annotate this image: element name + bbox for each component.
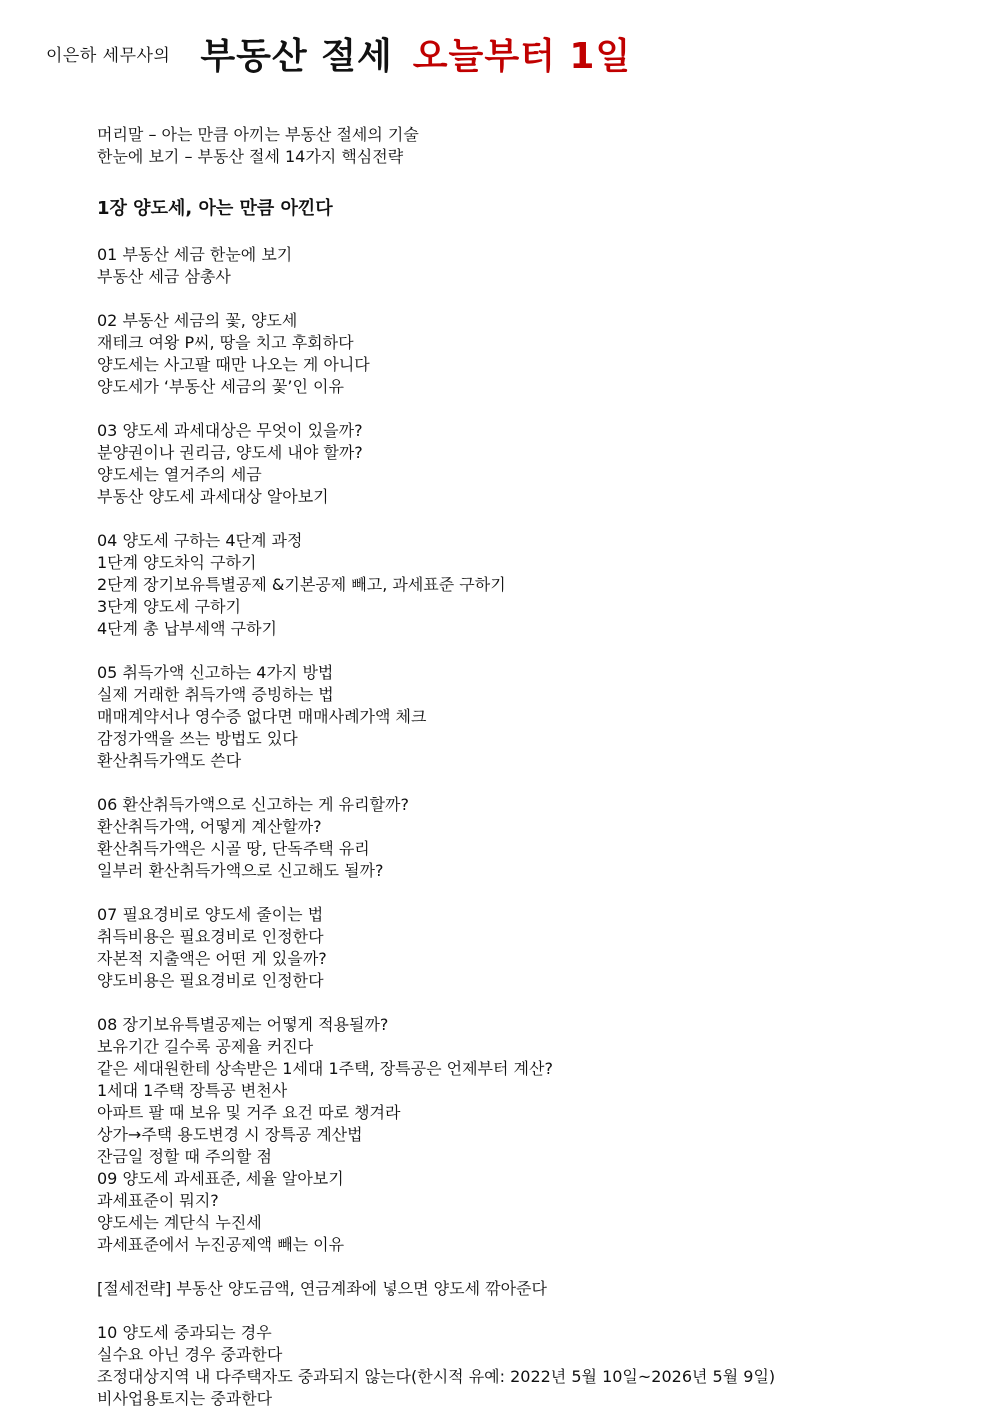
section-item: 취득비용은 필요경비로 인정한다	[97, 927, 324, 946]
section-title: 07 필요경비로 양도세 줄이는 법	[97, 905, 324, 924]
section-title: 10 양도세 중과되는 경우	[97, 1323, 272, 1342]
section-item: 환산취득가액도 쓴다	[97, 751, 242, 770]
section-item: 매매계약서나 영수증 없다면 매매사례가액 체크	[97, 707, 427, 726]
section-item: 실수요 아닌 경우 중과한다	[97, 1345, 283, 1364]
section-item: 3단계 양도세 구하기	[97, 597, 241, 616]
section-item: 양도세는 계단식 누진세	[97, 1213, 262, 1232]
section-title: 03 양도세 과세대상은 무엇이 있을까?	[97, 421, 363, 440]
section-title: 02 부동산 세금의 꽃, 양도세	[97, 311, 298, 330]
section-item: 1단계 양도차익 구하기	[97, 553, 257, 572]
section-item: 같은 세대원한테 상속받은 1세대 1주택, 장특공은 언제부터 계산?	[97, 1059, 553, 1078]
section-title: 01 부동산 세금 한눈에 보기	[97, 245, 293, 264]
section-item: 비사업용토지는 중과한다	[97, 1389, 273, 1408]
toc-front-line: 머리말 – 아는 만큼 아끼는 부동산 절세의 기술	[97, 125, 419, 144]
toc-front-line: 한눈에 보기 – 부동산 절세 14가지 핵심전략	[97, 147, 404, 166]
section-item: 양도세는 사고팔 때만 나오는 게 아니다	[97, 355, 370, 374]
section-item: 양도세는 열거주의 세금	[97, 465, 262, 484]
strategy-title: [절세전략] 부동산 양도금액, 연금계좌에 넣으면 양도세 깎아준다	[97, 1279, 547, 1298]
section-item: 부동산 세금 삼총사	[97, 267, 231, 286]
table-of-contents	[97, 124, 957, 1410]
section-item: 재테크 여왕 P씨, 땅을 치고 후회하다	[97, 333, 354, 352]
section-item: 환산취득가액은 시골 땅, 단독주택 유리	[97, 839, 370, 858]
section-item: 4단계 총 납부세액 구하기	[97, 619, 277, 638]
section-item: 양도비용은 필요경비로 인정한다	[97, 971, 324, 990]
section-item: 과세표준이 뭐지?	[97, 1191, 219, 1210]
chapter-title: 1장 양도세, 아는 만큼 아낀다	[97, 198, 333, 219]
section-title: 04 양도세 구하는 4단계 과정	[97, 531, 303, 550]
section-item: 아파트 팔 때 보유 및 거주 요건 따로 챙겨라	[97, 1103, 401, 1122]
section-title: 06 환산취득가액으로 신고하는 게 유리할까?	[97, 795, 409, 814]
section-item: 자본적 지출액은 어떤 게 있을까?	[97, 949, 327, 968]
section-item: 상가→주택 용도변경 시 장특공 계산법	[97, 1125, 363, 1144]
section-item: 일부러 환산취득가액으로 신고해도 될까?	[97, 861, 384, 880]
section-item: 보유기간 길수록 공제율 커진다	[97, 1037, 314, 1056]
section-title: 09 양도세 과세표준, 세율 알아보기	[97, 1169, 344, 1188]
section-item: 잔금일 정할 때 주의할 점	[97, 1147, 272, 1166]
section-item: 조정대상지역 내 다주택자도 중과되지 않는다(한시적 유예: 2022년 5월 10일~2026년 5월 9일)	[97, 1367, 776, 1386]
section-item: 부동산 양도세 과세대상 알아보기	[97, 487, 329, 506]
section-item: 1세대 1주택 장특공 변천사	[97, 1081, 288, 1100]
section-item: 실제 거래한 취득가액 증빙하는 법	[97, 685, 334, 704]
section-item: 환산취득가액, 어떻게 계산할까?	[97, 817, 322, 836]
page-header	[46, 28, 631, 78]
author-label: 이은하 세무사의	[46, 45, 171, 66]
section-item: 과세표준에서 누진공제액 빼는 이유	[97, 1235, 345, 1254]
section-item: 감정가액을 쓰는 방법도 있다	[97, 729, 298, 748]
book-title: 부동산 절세	[200, 35, 393, 77]
section-item: 양도세가 ‘부동산 세금의 꽃’인 이유	[97, 377, 344, 396]
section-item: 2단계 장기보유특별공제 &기본공제 빼고, 과세표준 구하기	[97, 575, 506, 594]
section-item: 분양권이나 권리금, 양도세 내야 할까?	[97, 443, 363, 462]
book-title-accent: 오늘부터 1일	[412, 35, 632, 77]
section-title: 08 장기보유특별공제는 어떻게 적용될까?	[97, 1015, 389, 1034]
section-title: 05 취득가액 신고하는 4가지 방법	[97, 663, 334, 682]
